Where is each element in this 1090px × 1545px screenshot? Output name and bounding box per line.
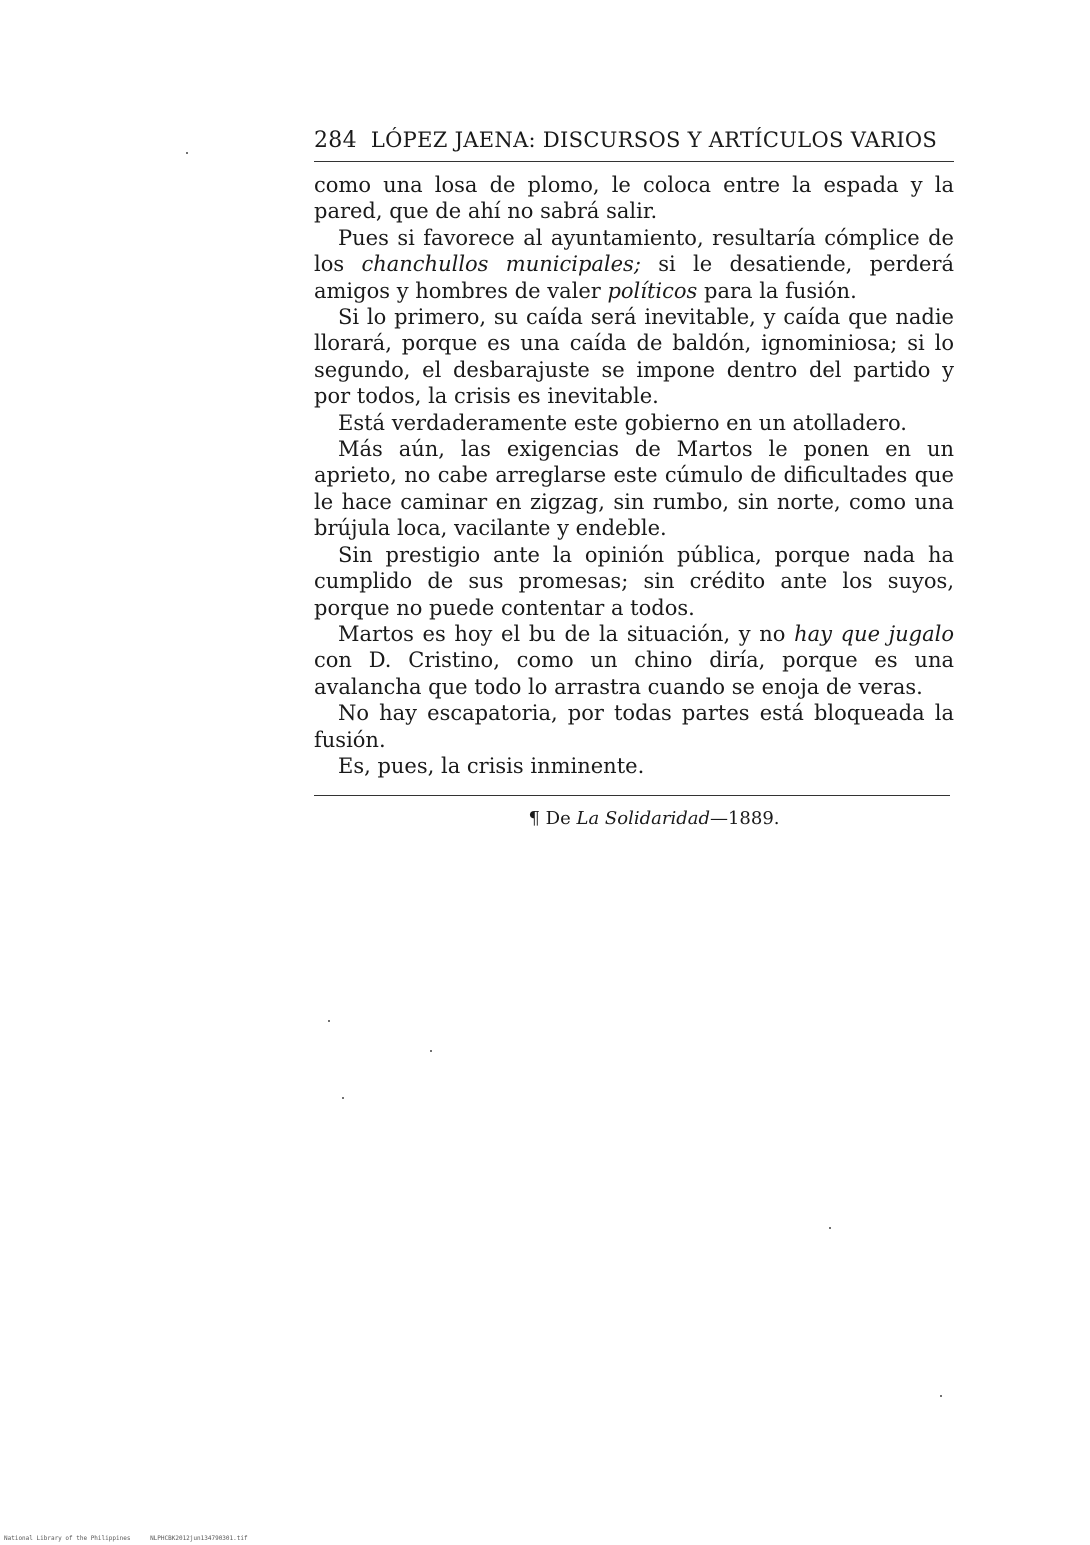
source-prefix: De [545, 808, 571, 830]
scan-speck [342, 1097, 344, 1099]
paragraph [314, 304, 954, 410]
text-run: Más aún, las exigencias de Martos le ponen en un aprieto, no cabe arreglarse este cúmulo de dificultades que le hace caminar en zigzag, sin rumbo, sin norte, como una brújula loca, vacilante y endeble. [314, 437, 954, 541]
pilcrow-mark: ¶ [528, 808, 540, 830]
italic-run: hay que jugalo [794, 621, 954, 646]
scan-speck [829, 1227, 831, 1229]
running-head [314, 128, 954, 162]
scan-speck [186, 152, 188, 154]
paragraph [314, 436, 954, 542]
source-publication: La Solidaridad [576, 808, 710, 830]
text-run: No hay escapatoria, por todas partes está bloqueada la fusión. [314, 701, 954, 752]
text-run: como una losa de plomo, le coloca entre la espada y la pared, que de ahí no sabrá salir. [314, 173, 954, 224]
text-run: si le desatiende, perderá amigos y hombres de valer [314, 252, 954, 303]
page-number: 284 [314, 128, 357, 153]
text-run: Es, pues, la crisis inminente. [338, 753, 645, 778]
scan-footer [4, 1535, 248, 1542]
text-run: para la fusión. [697, 278, 857, 303]
paragraph [314, 172, 954, 225]
text-run: Está verdaderamente este gobierno en un atolladero. [338, 410, 907, 435]
italic-run: chanchullos municipales; [361, 252, 641, 277]
scan-speck [430, 1050, 432, 1052]
scan-speck [940, 1395, 942, 1397]
text-run: Sin prestigio ante la opinión pública, porque nada ha cumplido de sus promesas; sin crédito ante los suyos, porque no puede contentar a todos. [314, 542, 954, 620]
source-year: —1889. [709, 808, 780, 830]
paragraph [314, 753, 954, 779]
text-run: con D. Cristino, como un chino diría, porque es una avalancha que todo lo arrastra cuando se enoja de veras. [314, 648, 954, 699]
closing-rule [314, 795, 950, 796]
italic-run: políticos [607, 278, 698, 303]
source-citation [314, 808, 954, 829]
scan-speck [328, 1020, 330, 1022]
scan-file-id: NLPHCBK2012jun134790301.tif [150, 1535, 248, 1542]
paragraph [314, 542, 954, 621]
paragraph [314, 225, 954, 304]
paragraph [314, 700, 954, 753]
running-title: LÓPEZ JAENA: DISCURSOS Y ARTÍCULOS VARIOS [370, 128, 938, 152]
text-run: Martos es hoy el bu de la situación, y no [338, 621, 795, 646]
scan-library: National Library of the Philippines [4, 1535, 131, 1542]
text-run: Pues si favorece al ayuntamiento, resultaría cómplice de los [314, 225, 954, 277]
article-body [314, 172, 954, 779]
book-page [314, 128, 954, 829]
paragraph [314, 621, 954, 700]
text-run: Si lo primero, su caída será inevitable, y caída que nadie llorará, porque es una caída de baldón, ignominiosa; si lo segundo, el desbarajuste se impone dentro del partido y por todos, la crisis es inevitable. [314, 305, 954, 409]
paragraph [314, 410, 954, 436]
